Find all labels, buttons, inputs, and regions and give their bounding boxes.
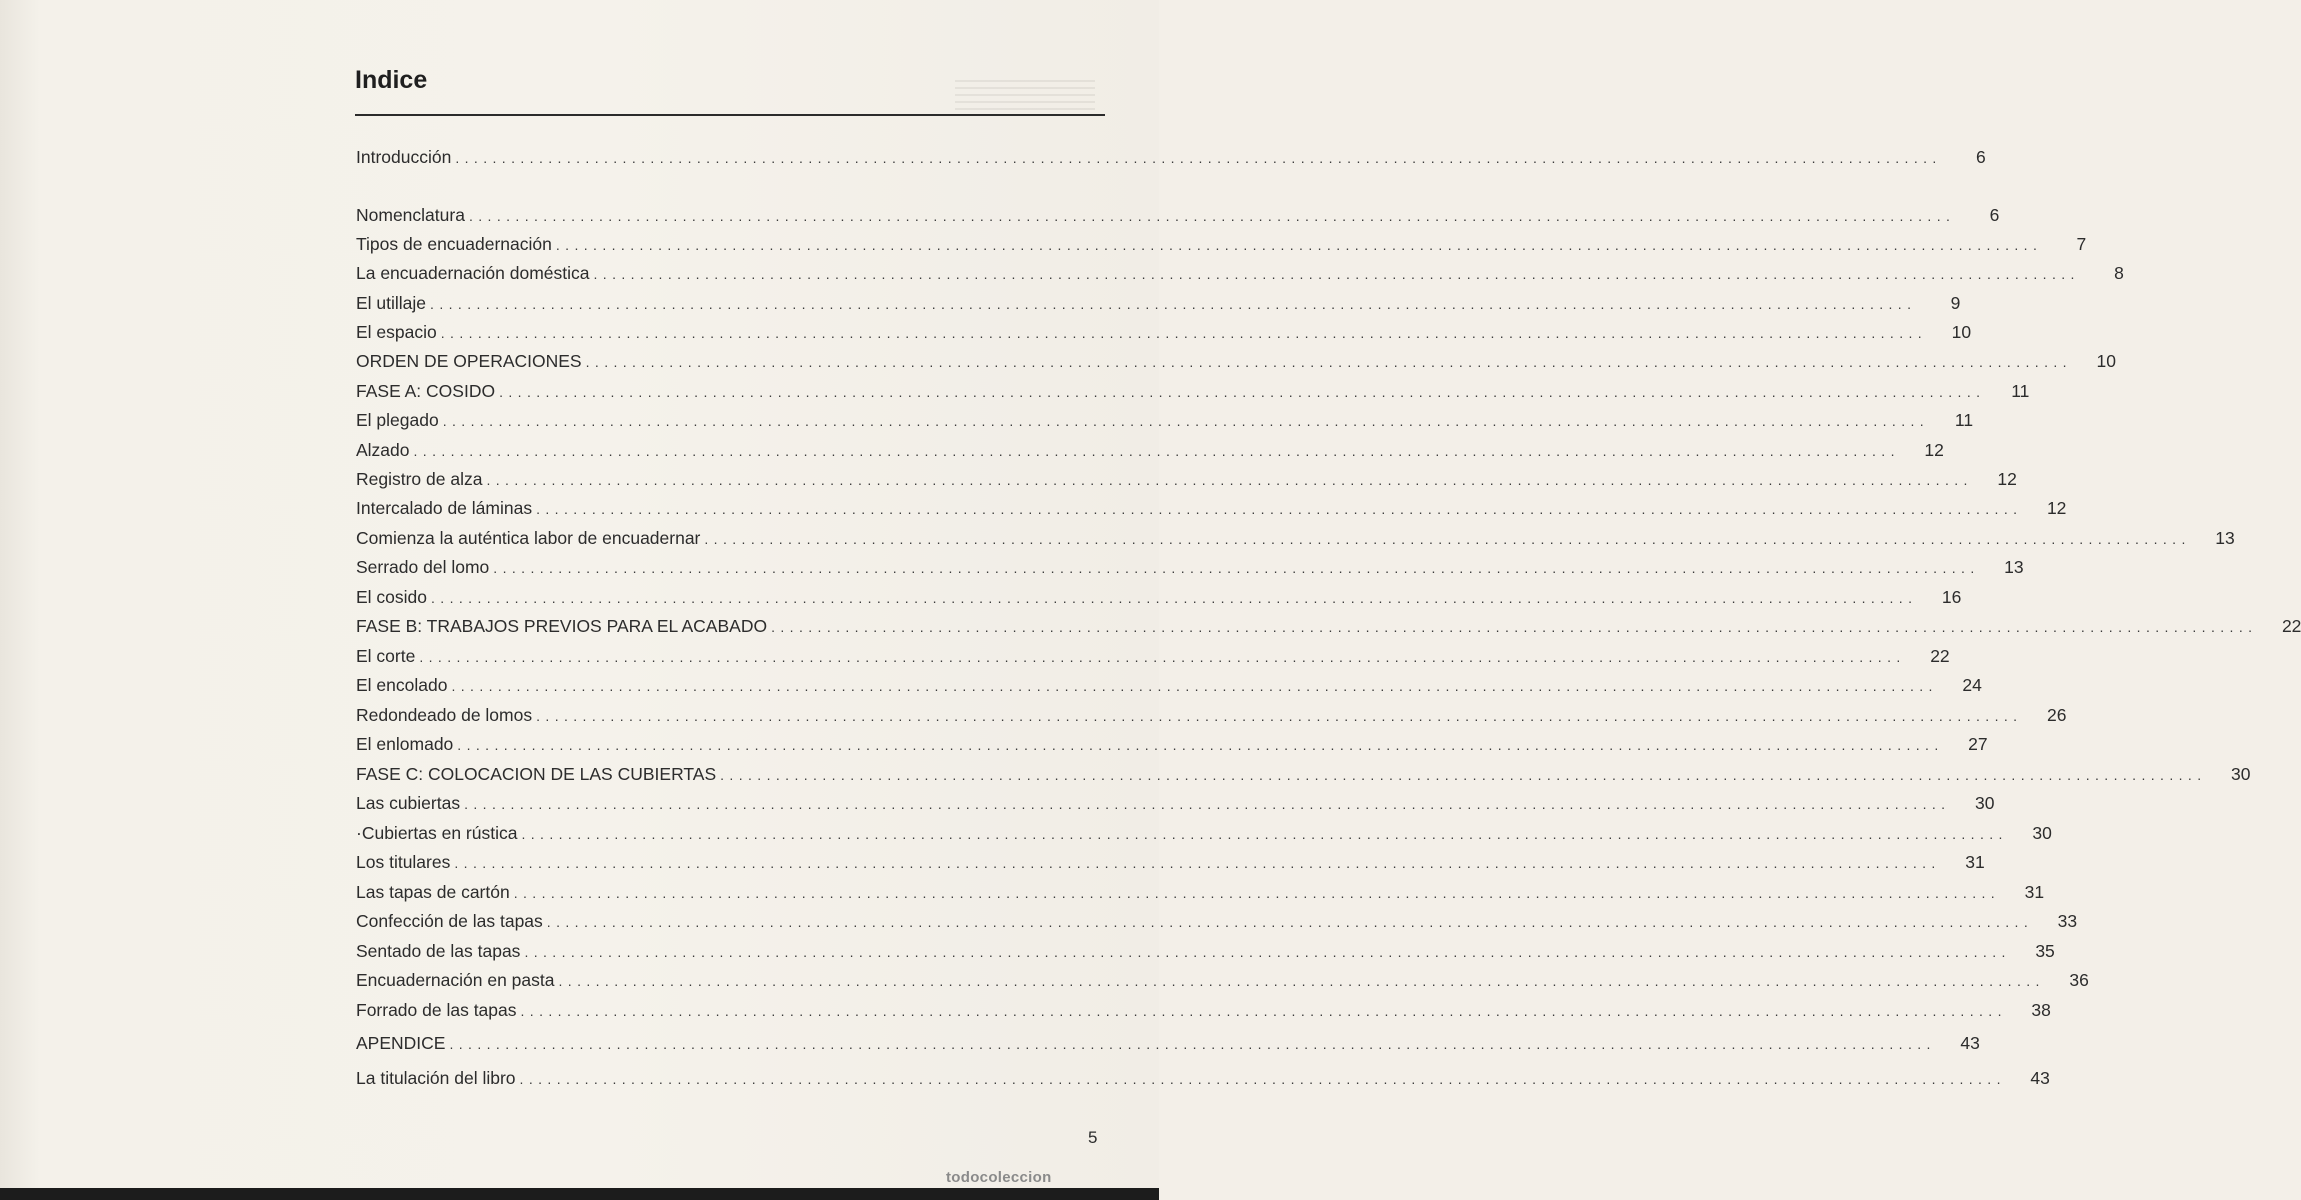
toc-leader-dots: ................................................................................................................................................................ [440, 325, 1928, 341]
toc-entry-label: Introducción [356, 147, 452, 167]
toc-leader-dots: ................................................................................................................................................................ [536, 501, 2023, 517]
toc-entry-label: Confección de las tapas [356, 911, 543, 931]
toc-entry-page: 6 [1989, 205, 2000, 225]
toc-leader-dots: ................................................................................................................................................................ [419, 649, 1906, 665]
toc-entry-page: 26 [2046, 705, 2067, 725]
page-number: 5 [1088, 1128, 1098, 1147]
toc-entry-page: 36 [2069, 970, 2089, 990]
toc-entry-label: El corte [356, 646, 416, 666]
toc-entry [356, 643, 1950, 667]
toc-entry-page: 12 [2046, 498, 2067, 518]
toc-entry-page: 31 [1965, 852, 1985, 872]
toc-leader-dots: ................................................................................................................................................................ [521, 826, 2008, 842]
toc-leader-dots: ................................................................................................................................................................ [546, 914, 2034, 930]
toc-entry [356, 731, 1988, 755]
toc-entry [356, 672, 1982, 696]
toc-entry-label: Tipos de encuadernación [356, 234, 552, 254]
toc-entry [356, 790, 1995, 814]
toc-leader-dots: ................................................................................................................................................................ [704, 531, 2191, 547]
toc-leader-dots: ................................................................................................................................................................ [431, 590, 1918, 606]
toc-entry-page: 22 [1930, 646, 1950, 666]
toc-entry-page: 6 [1975, 147, 1986, 167]
toc-entry [356, 260, 2124, 284]
toc-entry [356, 849, 1985, 873]
toc-entry-label: La titulación del libro [356, 1068, 516, 1088]
toc-entry-label: Encuadernación en pasta [356, 970, 555, 990]
toc-entry-page: 7 [2076, 234, 2087, 254]
toc-entry [356, 554, 2024, 578]
toc-entry-label: Las cubiertas [356, 793, 461, 813]
toc-leader-dots: ................................................................................................................................................................ [464, 796, 1951, 812]
toc-entry-label: FASE B: TRABAJOS PREVIOS PARA EL ACABADO [356, 616, 768, 636]
toc-entry [356, 938, 2055, 962]
toc-entry-page: 35 [2035, 941, 2055, 961]
toc-entry-label: Forrado de las tapas [356, 1000, 517, 1020]
toc-entry [356, 319, 1972, 343]
toc-leader-dots: ................................................................................................................................................................ [555, 237, 2043, 253]
toc-entry-label: Las tapas de cartón [356, 882, 510, 902]
toc-entry-page: 13 [2215, 528, 2235, 548]
toc-leader-dots: ................................................................................................................................................................ [499, 384, 1986, 400]
toc-leader-dots: ................................................................................................................................................................ [524, 944, 2011, 960]
toc-entry [356, 407, 1974, 431]
toc-entry-page: 16 [1941, 587, 1962, 607]
toc-entry-label: Los titulares [356, 852, 451, 872]
toc-entry-label: Alzado [356, 440, 410, 460]
toc-entry-page: 43 [1960, 1033, 1980, 1053]
toc-entry-label: El utillaje [356, 293, 427, 313]
toc-entry-page: 30 [2231, 764, 2251, 784]
toc-entry [356, 908, 2078, 932]
toc-entry [356, 820, 2052, 844]
toc-leader-dots: ................................................................................................................................................................ [451, 678, 1938, 694]
toc-leader-dots: ................................................................................................................................................................ [457, 737, 1944, 753]
toc-entry-label: Registro de alza [356, 469, 483, 489]
toc-entry [356, 702, 2067, 726]
toc-entry-page: 38 [2031, 1000, 2051, 1020]
toc-entry [356, 1030, 1980, 1054]
toc-leader-dots: ................................................................................................................................................................ [454, 855, 1941, 871]
toc-entry-label: El espacio [356, 322, 437, 342]
toc-entry-label: ORDEN DE OPERACIONES [356, 351, 582, 371]
toc-entry-page: 12 [1924, 440, 1944, 460]
toc-entry-page: 33 [2057, 911, 2078, 931]
toc-entry-label: Sentado de las tapas [356, 941, 521, 961]
toc-entry-label: FASE A: COSIDO [356, 381, 496, 401]
toc-entry [356, 967, 2089, 991]
toc-entry-page: 8 [2114, 263, 2124, 283]
toc-entry-label: El plegado [356, 410, 439, 430]
toc-leader-dots: ................................................................................................................................................................ [486, 472, 1973, 488]
toc-leader-dots: ................................................................................................................................................................ [558, 973, 2045, 989]
toc-entry-page: 22 [2281, 616, 2301, 636]
toc-entry-label: Comienza la auténtica labor de encuadernar [356, 528, 701, 548]
toc-entry-page: 30 [2032, 823, 2052, 843]
toc-entry-page: 11 [1954, 410, 1974, 430]
toc-leader-dots: ................................................................................................................................................................ [430, 296, 1917, 312]
toc-entry-page: 27 [1968, 734, 1988, 754]
toc-entry-page: 43 [2030, 1068, 2050, 1088]
toc-entry [356, 144, 1986, 168]
toc-entry [356, 437, 1944, 461]
toc-entry-label: El cosido [356, 587, 428, 607]
toc-entry-label: APENDICE [356, 1033, 446, 1053]
page-title: Indice [355, 66, 428, 94]
toc-leader-dots: ................................................................................................................................................................ [593, 266, 2080, 282]
toc-leader-dots: ................................................................................................................................................................ [519, 1071, 2006, 1087]
toc-entry-page: 24 [1962, 675, 1982, 695]
toc-leader-dots: ................................................................................................................................................................ [520, 1003, 2007, 1019]
toc-entry-page: 31 [2024, 882, 2045, 902]
toc-entry [356, 290, 1961, 314]
toc-leader-dots: ................................................................................................................................................................ [771, 619, 2258, 635]
toc-leader-dots: ................................................................................................................................................................ [449, 1036, 1936, 1052]
toc-entry-page: 9 [1950, 293, 1961, 313]
toc-entry-label: Serrado del lomo [356, 557, 490, 577]
toc-entry-page: 10 [1951, 322, 1972, 342]
toc-entry [356, 231, 2087, 255]
toc-entry [356, 761, 2251, 785]
toc-entry [356, 997, 2051, 1021]
toc-leader-dots: ................................................................................................................................................................ [493, 560, 1980, 576]
toc-entry-page: 30 [1974, 793, 1995, 813]
toc-entry-page: 11 [2011, 381, 2030, 401]
toc-entry-label: FASE C: COLOCACION DE LAS CUBIERTAS [356, 764, 717, 784]
toc-entry-label: Redondeado de lomos [356, 705, 533, 725]
toc-leader-dots: ................................................................................................................................................................ [468, 208, 1956, 224]
toc-entry-label: El enlomado [356, 734, 454, 754]
toc-leader-dots: ................................................................................................................................................................ [513, 885, 2001, 901]
toc-leader-dots: ................................................................................................................................................................ [413, 443, 1900, 459]
toc-entry-page: 13 [2004, 557, 2024, 577]
toc-leader-dots: ................................................................................................................................................................ [536, 708, 2023, 724]
toc-entry [356, 613, 2301, 637]
toc-entry [356, 378, 2030, 402]
toc-entry [356, 202, 2000, 226]
toc-entry-label: ·Cubiertas en rústica [356, 823, 518, 843]
toc-entry [356, 879, 2045, 903]
toc-entry-label: Nomenclatura [356, 205, 465, 225]
page-bottom-edge [0, 1188, 1159, 1200]
toc-leader-dots: ................................................................................................................................................................ [720, 767, 2207, 783]
toc-leader-dots: ................................................................................................................................................................ [455, 150, 1942, 166]
toc-entry-label: La encuadernación doméstica [356, 263, 590, 283]
toc-entry [356, 495, 2067, 519]
toc-leader-dots: ................................................................................................................................................................ [442, 413, 1930, 429]
toc-entry [356, 348, 2116, 372]
toc-entry [356, 466, 2017, 490]
toc-entry [356, 1065, 2050, 1089]
toc-leader-dots: ................................................................................................................................................................ [585, 354, 2072, 370]
watermark: todocoleccion [946, 1169, 1052, 1186]
toc-entry-page: 12 [1997, 469, 2017, 489]
toc-entry-label: El encolado [356, 675, 448, 695]
toc-entry [356, 584, 1962, 608]
toc-entry [356, 525, 2235, 549]
toc-entry-label: Intercalado de láminas [356, 498, 533, 518]
toc-entry-page: 10 [2096, 351, 2116, 371]
